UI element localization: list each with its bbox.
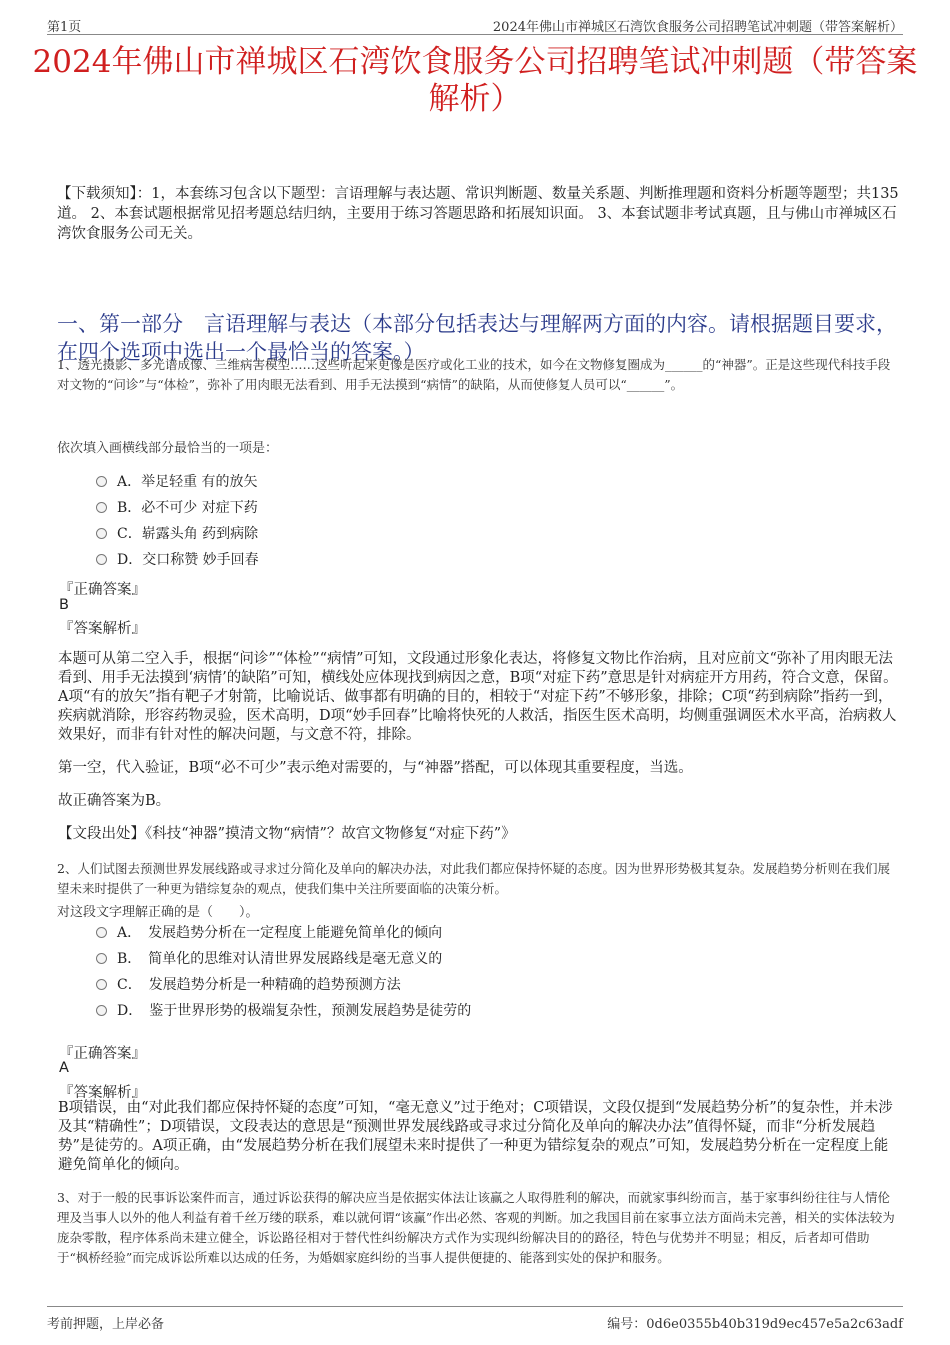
q1-option-d[interactable]: D．交口称赞 妙手回春: [96, 549, 259, 569]
question-3-text: 3、对于一般的民事诉讼案件而言，通过诉讼获得的解决应当是依据实体法让该赢之人取得胜利的解决，而就家事纠纷而言，基于家事纠纷往往与人情伦理及当事人以外的他人利益有着千丝万缕的联系，难以就何谓“该赢”作出必然、客观的判断。加之我国目前在家事立法方面尚未完善，相关的实体法较为庞杂零散，程序体系尚未建立健全，诉讼路径相对于替代性纠纷解决方式作为实现纠纷解决目的的路径，特色与优势并不明显；相反，后者却可借助于“枫桥经验”而完成诉讼所难以达成的任务，为婚姻家庭纠纷的当事人提供便捷的、能落到实处的保护和服务。: [57, 1190, 895, 1265]
q2-correct-label: 『正确答案』: [59, 1046, 146, 1062]
q2-option-b[interactable]: B． 简单化的思维对认清世界发展路线是毫无意义的: [96, 948, 442, 968]
q2-option-c[interactable]: C． 发展趋势分析是一种精确的趋势预测方法: [96, 974, 401, 994]
q2-analysis-label: 『答案解析』: [59, 1085, 146, 1101]
q1-option-c[interactable]: C．崭露头角 药到病除: [96, 523, 258, 543]
q1-option-a[interactable]: A．举足轻重 有的放矢: [96, 471, 258, 491]
section-heading: 一、第一部分 言语理解与表达（本部分包括表达与理解两方面的内容。请根据题目要求，在四个选项中选出一个最恰当的答案。）: [57, 312, 897, 364]
footer-slogan: 考前押题，上岸必备: [47, 1317, 165, 1332]
footer-doc-id: 编号：0d6e0355b40b319d9ec457e5a2c63adf: [607, 1317, 903, 1332]
q1-source: 【文段出处】《科技“神器”摸清文物“病情”？故宫文物修复“对症下药”》: [58, 826, 516, 842]
radio-icon[interactable]: [96, 927, 107, 938]
radio-icon[interactable]: [96, 502, 107, 513]
q2-option-a[interactable]: A． 发展趋势分析在一定程度上能避免简单化的倾向: [96, 922, 442, 942]
q1-analysis-paragraph: 故正确答案为B。: [58, 793, 171, 809]
q1-analysis-paragraph: 本题可从第二空入手，根据“问诊”“体检”“病情”可知，文段通过形象化表达，将修复文物比作治病，且对应前文“弥补了用肉眼无法看到、用手无法摸到‘病情’的缺陷”可知，横线处应体现找到病因之意，B项“对症下药”意思是针对病症开方用药，符合文意，保留。A项“有的放矢”指有靶子才射箭，比喻说话、做事都有明确的目的，相较于“对症下药”不够形象，排除；C项“药到病除”指药一到，疾病就消除，形容药物灵验，医术高明，D项“妙手回春”比喻将快死的人救活，指医生医术高明，均侧重强调医术水平高，治病救人效果好，而非有针对性的解决问题，与文意不符，排除。: [58, 651, 898, 743]
q1-correct-label: 『正确答案』: [59, 582, 146, 598]
q1-analysis-label: 『答案解析』: [59, 621, 146, 637]
header-doc-title: 2024年佛山市禅城区石湾饮食服务公司招聘笔试冲刺题（带答案解析）: [492, 20, 903, 35]
radio-icon[interactable]: [96, 554, 107, 565]
page-title: 2024年佛山市禅城区石湾饮食服务公司招聘笔试冲刺题（带答案解析）: [32, 44, 918, 117]
q1-option-b[interactable]: B．必不可少 对症下药: [96, 497, 258, 517]
radio-icon[interactable]: [96, 953, 107, 964]
page-footer: [47, 1306, 903, 1332]
radio-icon[interactable]: [96, 979, 107, 990]
radio-icon[interactable]: [96, 528, 107, 539]
q1-analysis-paragraph: 第一空，代入验证，B项“必不可少”表示绝对需要的，与“神器”搭配，可以体现其重要程度，当选。: [58, 760, 693, 776]
q2-answer: A: [59, 1060, 69, 1076]
download-notice: 【下载须知】：1，本套练习包含以下题型：言语理解与表达题、常识判断题、数量关系题、判断推理题和资料分析题等题型；共135道。 2、本套试题根据常见招考题总结归纳，主要用于练习答题思路和拓展知识面。 3、本套试题非考试真题，且与佛山市禅城区石湾饮食服务公司无关。: [57, 186, 899, 242]
question-2-stem: 对这段文字理解正确的是（ ）。: [57, 905, 259, 920]
q2-analysis-paragraph: B项错误，由“对此我们都应保持怀疑的态度”可知，“毫无意义”过于绝对；C项错误，文段仅提到“发展趋势分析”的复杂性，并未涉及其“精确性”；D项错误，文段表达的意思是“预测世界发展线路或寻求过分简化及单向的解决办法”值得怀疑，而非“分析发展趋势”是徒劳的。A项正确，由“发展趋势分析在我们展望未来时提供了一种更为错综复杂的观点”可知，发展趋势分析在一定程度上能避免简单化的倾向。: [58, 1100, 893, 1173]
radio-icon[interactable]: [96, 476, 107, 487]
question-2-text: 2、人们试图去预测世界发展线路或寻求过分简化及单向的解决办法，对此我们都应保持怀疑的态度。因为世界形势极其复杂。发展趋势分析则在我们展望未来时提供了一种更为错综复杂的观点，使我们集中关注所要面临的决策分析。: [57, 861, 890, 896]
radio-icon[interactable]: [96, 1005, 107, 1016]
page-header: [47, 14, 903, 35]
q2-option-d[interactable]: D． 鉴于世界形势的极端复杂性，预测发展趋势是徒劳的: [96, 1000, 471, 1020]
question-1-text: 1、透光摄影、多光谱成像、三维病害模型……这些听起来更像是医疗或化工业的技术，如今在文物修复圈成为______的“神器”。正是这些现代科技手段对文物的“问诊”与“体检”，弥补了用肉眼无法看到、用手无法摸到“病情”的缺陷，从而使修复人员可以“______”。: [57, 357, 891, 392]
question-1-stem: 依次填入画横线部分最恰当的一项是：: [57, 441, 279, 456]
q1-answer: B: [59, 597, 69, 613]
page-number: 第1页: [47, 20, 82, 35]
